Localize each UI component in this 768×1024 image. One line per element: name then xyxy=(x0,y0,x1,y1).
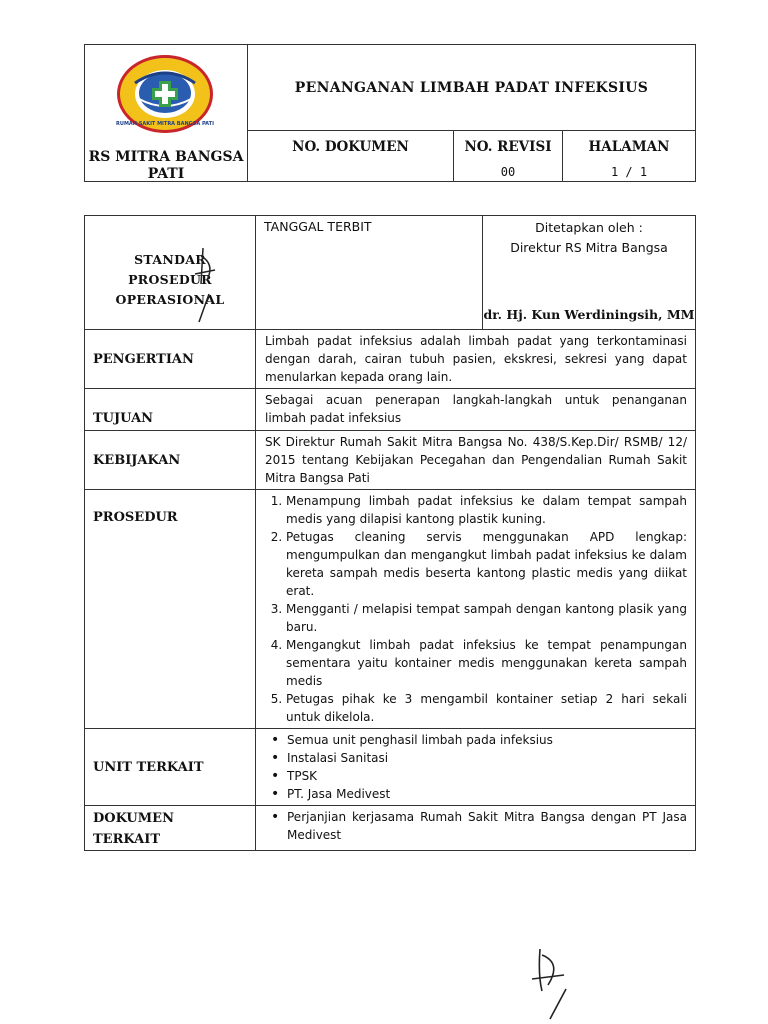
hospital-name-line2: PATI xyxy=(147,166,185,182)
dokumen-item: • Perjanjian kerjasama Rumah Sakit Mitra Bangsa dengan PT Jasa Medivest xyxy=(287,808,687,844)
sop-table xyxy=(84,215,696,851)
approved-by-label: Ditetapkan oleh : xyxy=(535,220,643,235)
approver-title: Direktur RS Mitra Bangsa xyxy=(510,240,668,255)
tujuan-label: TUJUAN xyxy=(85,389,256,431)
page-value: 1 / 1 xyxy=(610,165,648,179)
unit-terkait-list xyxy=(265,731,687,803)
logo-cell xyxy=(85,45,248,182)
pengertian-text: Limbah padat infeksius adalah limbah padat yang terkontaminasi dengan darah, cairan tubuh pasien, ekskresi, sekresi yang dapat menularkan kepada orang lain. xyxy=(256,330,696,389)
unit-item: • TPSK xyxy=(287,767,687,785)
dokumen-terkait-cell xyxy=(256,806,696,851)
kebijakan-label: KEBIJAKAN xyxy=(85,431,256,490)
prosedur-step: 4. Mengangkut limbah padat infeksius ke tempat penampungan sementara yaitu kontainer medis menggunakan kereta sampah medis xyxy=(286,636,687,690)
prosedur-label: PROSEDUR xyxy=(85,490,256,729)
prosedur-step: 1. Menampung limbah padat infeksius ke dalam tempat sampah medis yang dilapisi kantong plastik kuning. xyxy=(286,492,687,528)
hospital-name-line1: RS MITRA BANGSA xyxy=(88,149,244,165)
dokumen-terkait-label-line1: DOKUMEN xyxy=(93,811,174,826)
unit-item: • Semua unit penghasil limbah pada infeksius xyxy=(287,731,687,749)
prosedur-cell xyxy=(256,490,696,729)
revision-cell xyxy=(454,131,563,182)
approval-cell xyxy=(483,216,696,330)
hospital-name xyxy=(85,149,247,183)
unit-item: • PT. Jasa Medivest xyxy=(287,785,687,803)
doc-number-label: NO. DOKUMEN xyxy=(292,139,409,155)
doc-number-cell xyxy=(248,131,454,182)
prosedur-list xyxy=(265,492,687,726)
sop-label-line1: STANDAR xyxy=(134,252,206,267)
document-title: PENANGANAN LIMBAH PADAT INFEKSIUS xyxy=(248,45,696,131)
dokumen-terkait-label xyxy=(85,806,256,851)
kebijakan-text: SK Direktur Rumah Sakit Mitra Bangsa No. 438/S.Kep.Dir/ RSMB/ 12/ 2015 tentang Kebijakan Pecegahan dan Pengendalian Rumah Sakit Mitra Bangsa Pati xyxy=(256,431,696,490)
issue-date-label: TANGGAL TERBIT xyxy=(264,219,372,234)
dokumen-terkait-list xyxy=(265,808,687,844)
hospital-logo xyxy=(115,53,215,135)
prosedur-step: 2. Petugas cleaning servis menggunakan APD lengkap: mengumpulkan dan mengangkut limbah padat infeksius ke dalam kereta sampah medis beserta kantong plastic medis yang diikat erat. xyxy=(286,528,687,600)
unit-terkait-label: UNIT TERKAIT xyxy=(85,729,256,806)
sop-label-cell xyxy=(85,216,256,330)
sop-label-line2: PROSEDUR xyxy=(128,272,212,287)
prosedur-step: 5. Petugas pihak ke 3 mengambil kontainer setiap 2 hari sekali untuk dikelola. xyxy=(286,690,687,726)
prosedur-step: 3. Mengganti / melapisi tempat sampah dengan kantong plasik yang baru. xyxy=(286,600,687,636)
header-table xyxy=(84,44,696,182)
unit-item: • Instalasi Sanitasi xyxy=(287,749,687,767)
tujuan-text: Sebagai acuan penerapan langkah-langkah untuk penanganan limbah padat infeksius xyxy=(256,389,696,431)
sop-label-line3: OPERASIONAL xyxy=(115,292,225,307)
approver-name: dr. Hj. Kun Werdiningsih, MM xyxy=(483,307,695,322)
pengertian-label: PENGERTIAN xyxy=(85,330,256,389)
revision-value: 00 xyxy=(500,165,516,179)
sop-label xyxy=(85,250,255,310)
revision-label: NO. REVISI xyxy=(464,139,552,155)
dokumen-terkait-label-line2: TERKAIT xyxy=(93,832,160,847)
issue-date-cell xyxy=(256,216,483,330)
svg-text:RUMAH SAKIT MITRA BANGSA PATI: RUMAH SAKIT MITRA BANGSA PATI xyxy=(116,121,214,127)
initial-signature xyxy=(185,244,225,324)
unit-terkait-cell xyxy=(256,729,696,806)
page-label: HALAMAN xyxy=(588,139,670,155)
director-signature xyxy=(520,945,590,1020)
page-cell xyxy=(563,131,696,182)
